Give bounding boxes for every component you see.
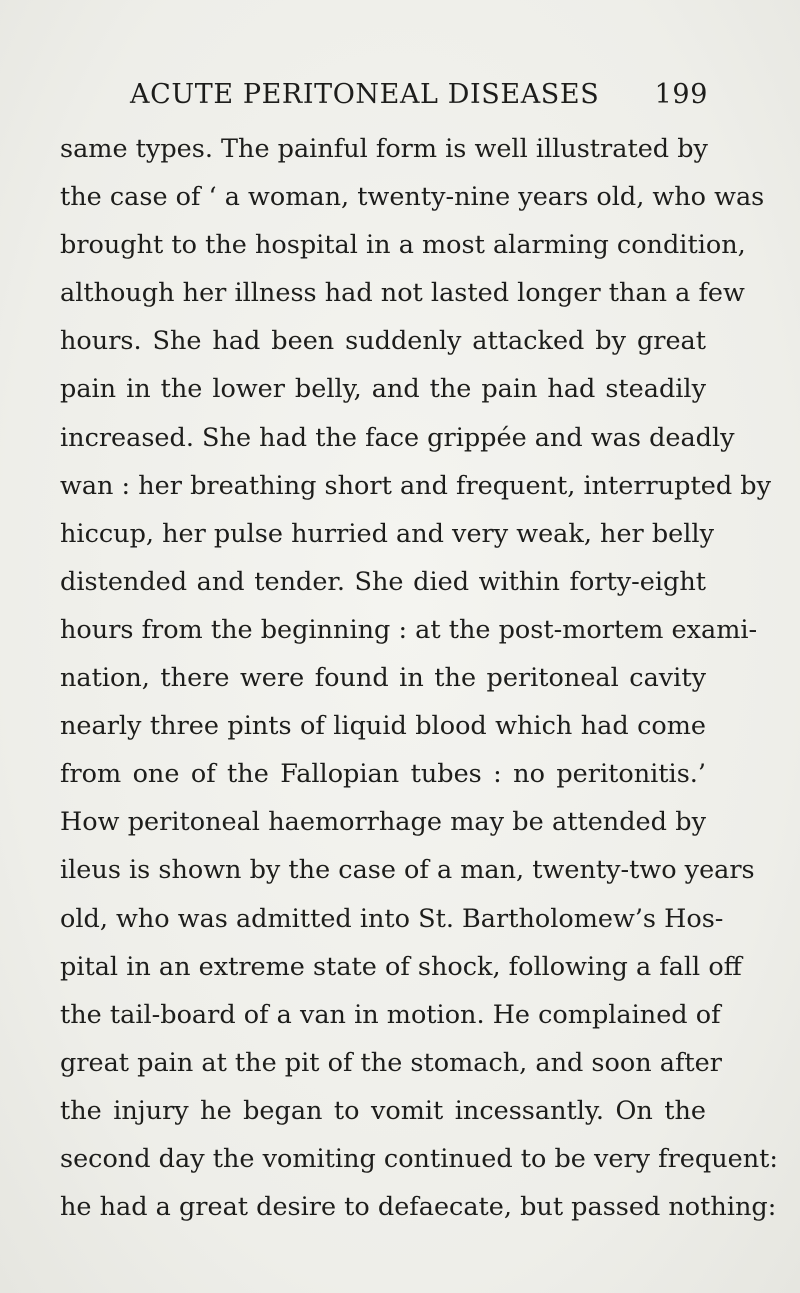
text-line: great pain at the pit of the stomach, and soon after: [60, 1047, 722, 1078]
text-line: second day the vomiting continued to be very frequent:: [60, 1143, 778, 1174]
text-line: hiccup, her pulse hurried and very weak, her belly: [60, 518, 714, 549]
page-number: 199: [654, 78, 708, 110]
body-text: [60, 125, 778, 1231]
text-line: ileus is shown by the case of a man, twenty-two years: [60, 855, 755, 886]
running-head: [130, 72, 708, 116]
text-line: pital in an extreme state of shock, following a fall off: [60, 951, 742, 982]
text-line: pain in the lower belly, and the pain had steadily: [60, 374, 706, 405]
text-line: How peritoneal haemorrhage may be attended by: [60, 807, 706, 838]
text-line: although her illness had not lasted longer than a few: [60, 278, 745, 309]
running-title: ACUTE PERITONEAL DISEASES: [130, 78, 600, 110]
text-line: nation, there were found in the peritoneal cavity: [60, 663, 706, 694]
text-line: the tail-board of a van in motion. He complained of: [60, 999, 721, 1030]
text-line: wan : her breathing short and frequent, interrupted by: [60, 470, 771, 501]
text-line: from one of the Fallopian tubes : no peritonitis.’: [60, 759, 706, 790]
text-line: hours. She had been suddenly attacked by great: [60, 326, 706, 357]
text-line: he had a great desire to defaecate, but passed nothing:: [60, 1192, 777, 1223]
text-line: distended and tender. She died within forty-eight: [60, 566, 706, 597]
text-line: the injury he began to vomit incessantly. On the: [60, 1095, 706, 1126]
text-line: brought to the hospital in a most alarming condition,: [60, 230, 746, 261]
text-line: nearly three pints of liquid blood which had come: [60, 711, 706, 742]
text-line: increased. She had the face grippée and was deadly: [60, 422, 735, 453]
text-line: same types. The painful form is well illustrated by: [60, 134, 708, 164]
text-line: hours from the beginning : at the post-mortem exami-: [60, 614, 758, 645]
text-line: old, who was admitted into St. Bartholomew’s Hos-: [60, 903, 724, 934]
text-line: the case of ‘ a woman, twenty-nine years old, who was: [60, 182, 765, 213]
